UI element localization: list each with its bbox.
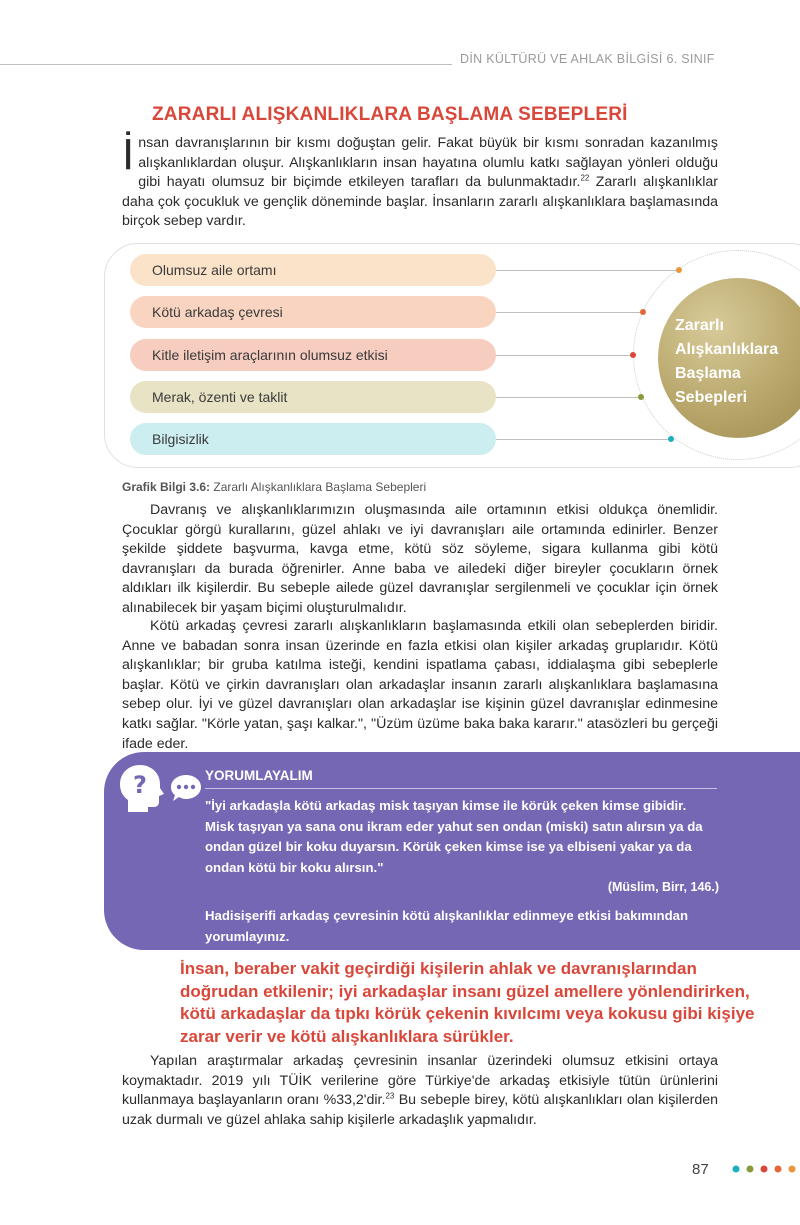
diagram-item: Bilgisizlik bbox=[130, 423, 496, 455]
figure-caption: Grafik Bilgi 3.6: Zararlı Alışkanlıklara Başlama Sebepleri bbox=[122, 480, 427, 494]
footer-dot bbox=[775, 1166, 782, 1173]
running-header: DİN KÜLTÜRÜ VE AHLAK BİLGİSİ 6. SINIF bbox=[460, 52, 715, 66]
diagram-dot bbox=[640, 309, 646, 315]
intro-paragraph: İnsan davranışlarının bir kısmı doğuştan gelir. Fakat büyük bir kısmı sonradan kazanılmış alışkanlıklardan oluşur. Alışkanlıkların insan hayatına olumlu katkı sağlayan yönleri olduğu gibi hayatı olumsuz bir biçimde etkileyen tarafları da bulunmaktadır.$^{22}$ Zararlı alışkanlıklar daha çok çocukluk ve gençlik döneminde başlar. İnsanların zararlı alışkanlıklara başlamasında birçok sebep vardır. bbox=[122, 130, 719, 230]
diagram-item: Kitle iletişim araçlarının olumsuz etkisi bbox=[130, 339, 496, 371]
diagram-item: Merak, özenti ve taklit bbox=[130, 381, 496, 413]
section-title: ZARARLI ALIŞKANLIKLARA BAŞLAMA SEBEPLERİ bbox=[152, 104, 628, 125]
paragraph-statistics: Yapılan araştırmalar arkadaş çevresinin insanlar üzerindeki olumsuz etkisini ortaya koymaktadır. 2019 yılı TÜİK verilerine göre Türkiye'de arkadaş etkisiyle tütün ürünlerini kullanmaya başlayanların oranı %33,2'dir.$^{23}$ Bu sebeple birey, kötü alışkanlıkları olan kişilerden uzak durmalı ve güzel ahlaka sahip kişilerle arkadaşlık yapmalıdır. bbox=[122, 1053, 719, 1128]
svg-text:?: ? bbox=[133, 771, 147, 799]
diagram-connector bbox=[496, 270, 679, 271]
yorumlayalim-title: YORUMLAYALIM bbox=[205, 768, 313, 783]
thinking-head-icon bbox=[118, 764, 170, 816]
diagram-connector bbox=[496, 312, 643, 313]
yorumlayalim-question: Hadisişerifi arkadaş çevresinin kötü alışkanlıklar edinmeye etkisi bakımından yorumlayınız. bbox=[205, 908, 689, 944]
paragraph-friends: Kötü arkadaş çevresi zararlı alışkanlıkların başlamasında etkili olan sebeplerden biridir. Anne ve babadan sonra insan üzerinde en fazla etkisi olan kişiler arkadaş gruplarıdır. Kötü alışkanlıklar; bir gruba katılma isteği, kendini ispatlama çabası, iddialaşma gibi sebeplerle başlar. Kötü ve çirkin davranışları olan arkadaşlar insanın zararlı alışkanlıklara başlamasına sebep olur. İyi ve güzel davranışları olan arkadaşlar ise kişinin güzel davranışlar edinmesine katkı sağlar. "Körle yatan, şaşı kalkar.", "Üzüm üzüme baka baka kararır." atasözleri bu gerçeği ifade eder. bbox=[122, 618, 718, 752]
decorative-dots bbox=[732, 1165, 798, 1173]
page-number: 87 bbox=[692, 1161, 709, 1178]
yorumlayalim-rule bbox=[205, 788, 717, 789]
drop-cap: İ bbox=[122, 130, 135, 179]
diagram-dot bbox=[630, 352, 636, 358]
diagram-item: Olumsuz aile ortamı bbox=[130, 254, 496, 286]
hadith-source: (Müslim, Birr, 146.) bbox=[607, 880, 719, 894]
speech-bubble-icon bbox=[170, 774, 202, 802]
diagram-center-title: Zararlı Alışkanlıklara Başlama Sebepleri bbox=[675, 317, 779, 406]
paragraph-family: Davranış ve alışkanlıklarımızın oluşmasında aile ortamının etkisi oldukça önemlidir. Çocuklar görgü kurallarını, güzel ahlakı ve iyi davranışları aile ortamında edinirler. Benzer şekilde şiddete başvurma, kavga etme, kötü söz söyleme, sigara kullanma gibi kötü davranışları da burada öğrenirler. Anne baba ve ailedeki diğer bireyler çocukların örnek aldıkları ilk kişilerdir. Bu sebeple ailede güzel davranışlar sergilenmeli ve çocuklar için örnek alınabilecek bir yaşam biçimi oluşturulmalıdır. bbox=[122, 502, 718, 616]
footer-dot bbox=[747, 1166, 754, 1173]
footer-dot bbox=[733, 1166, 740, 1173]
header-rule bbox=[0, 64, 452, 65]
diagram-item: Kötü arkadaş çevresi bbox=[130, 296, 496, 328]
footnote-ref: 23 bbox=[385, 1091, 395, 1101]
footer-dot bbox=[789, 1166, 796, 1173]
footnote-ref: 22 bbox=[580, 173, 590, 183]
diagram-connector bbox=[496, 439, 671, 440]
hadith-quote: "İyi arkadaşla kötü arkadaş misk taşıyan kimse ile körük çeken kimse gibidir. Misk taşıyan ya sana onu ikram eder yahut sen ondan (miski) satın alırsın ya da ondan güzel bir koku duyarsın. Körük çeken kimse ise ya elbiseni yakar ya da ondan kötü bir koku alırsın." bbox=[205, 798, 703, 875]
highlight-statement: İnsan, beraber vakit geçirdiği kişilerin ahlak ve davranışlarından doğrudan etkilenir; iyi arkadaşlar insanı güzel amellere yönlendirirken, kötü arkadaşlar da tıpkı körük çekenin kıvılcımı veya kokusu gibi kişiye zarar verir ve kötü alışkanlıklara sürükler. bbox=[180, 959, 755, 1046]
diagram-connector bbox=[496, 355, 633, 356]
footer-dot bbox=[761, 1166, 768, 1173]
diagram-dot bbox=[638, 394, 644, 400]
diagram-dot bbox=[668, 436, 674, 442]
diagram-dot bbox=[676, 267, 682, 273]
diagram-connector bbox=[496, 397, 641, 398]
